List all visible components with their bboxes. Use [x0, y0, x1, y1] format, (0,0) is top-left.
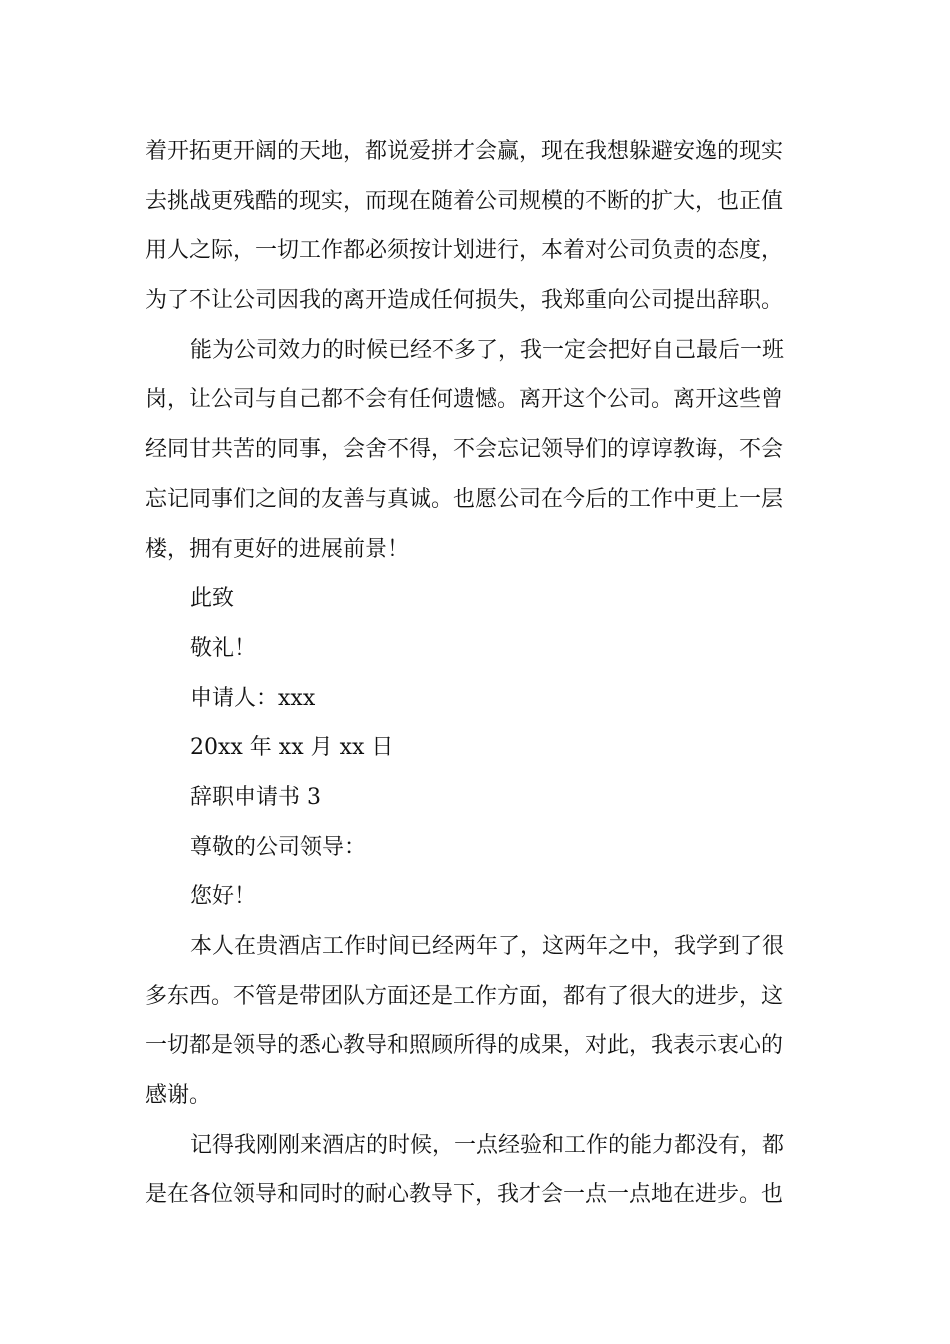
text-line: 为了不让公司因我的离开造成任何损失，我郑重向公司提出辞职。	[145, 288, 784, 314]
greeting-addressee: 尊敬的公司领导：	[190, 834, 367, 860]
text-line: 多东西。不管是带团队方面还是工作方面，都有了很大的进步，这	[145, 983, 784, 1009]
paragraph-first-line: 本人在贵酒店工作时间已经两年了，这两年之中，我学到了很	[190, 934, 785, 959]
document-body	[145, 127, 810, 1220]
applicant-line: 申请人：xxx	[190, 685, 316, 711]
closing-salutation: 此致	[190, 586, 235, 612]
text-line: 着开拓更开阔的天地，都说爱拼才会赢，现在我想躲避安逸的现实	[145, 139, 784, 164]
paragraph-first-line: 能为公司效力的时候已经不多了，我一定会把好自己最后一班	[190, 337, 785, 363]
text-line: 岗，让公司与自己都不会有任何遗憾。离开这个公司。离开这些曾	[145, 387, 784, 413]
text-line: 楼，拥有更好的进展前景！	[145, 536, 410, 562]
text-line: 经同甘共苦的同事，会舍不得，不会忘记领导们的谆谆教诲，不会	[145, 437, 784, 463]
text-line: 用人之际，一切工作都必须按计划进行，本着对公司负责的态度，	[145, 238, 784, 264]
paragraph-first-line: 记得我刚刚来酒店的时候，一点经验和工作的能力都没有，都	[190, 1132, 785, 1158]
greeting-hello: 您好！	[190, 884, 257, 910]
closing-regards: 敬礼！	[190, 635, 257, 661]
text-line: 去挑战更残酷的现实，而现在随着公司规模的不断的扩大，也正值	[145, 188, 784, 214]
section-heading: 辞职申请书 3	[190, 784, 321, 810]
date-line: 20xx 年 xx 月 xx 日	[190, 735, 394, 761]
text-line: 感谢。	[145, 1083, 212, 1109]
text-line: 忘记同事们之间的友善与真诚。也愿公司在今后的工作中更上一层	[145, 486, 784, 512]
text-line: 是在各位领导和同时的耐心教导下，我才会一点一点地在进步。也	[145, 1182, 784, 1208]
text-line: 一切都是领导的悉心教导和照顾所得的成果，对此，我表示衷心的	[145, 1033, 784, 1059]
